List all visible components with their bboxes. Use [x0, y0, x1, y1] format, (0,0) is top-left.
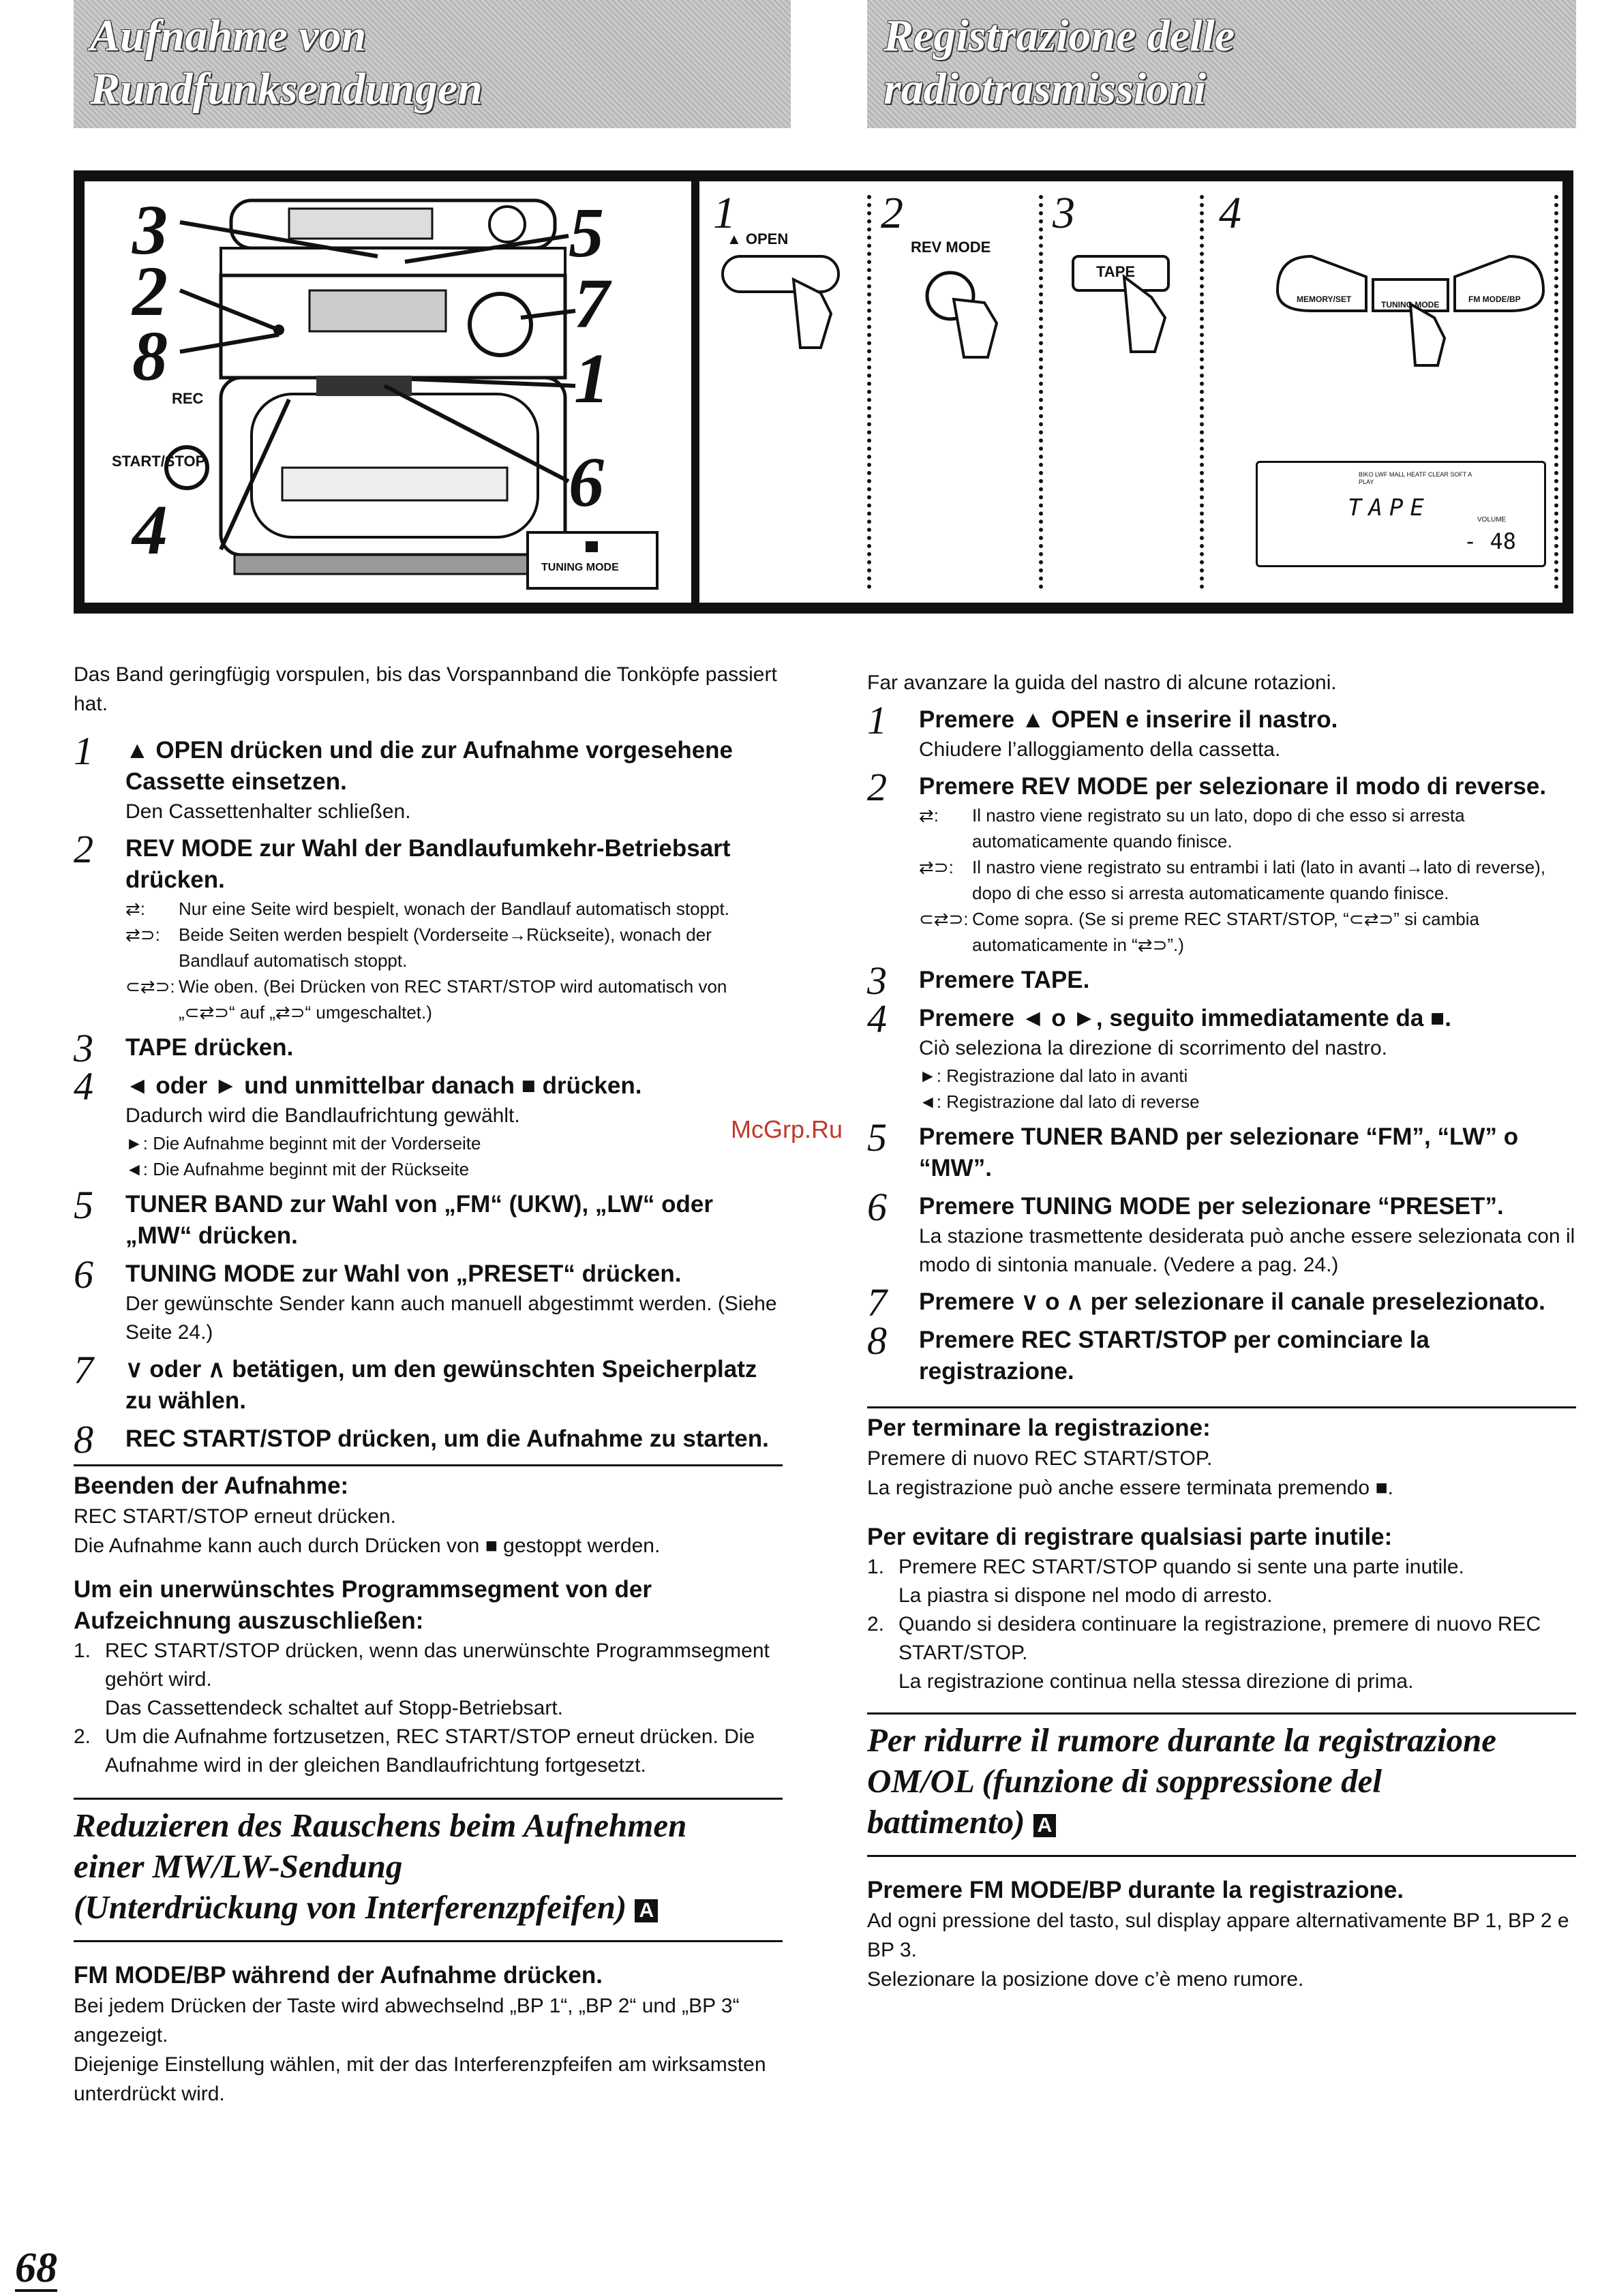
rev-mode-button-press-icon: [916, 262, 1018, 364]
de-step-sub: Den Cassettenhalter schließen.: [125, 800, 411, 823]
de-step-4: [74, 1064, 783, 1182]
page-title-de-line1: Aufnahme von: [90, 11, 367, 61]
divider-line: [74, 1798, 783, 1800]
it-step-number: 5: [867, 1115, 887, 1160]
it-exclude-item-2: 2. Quando si desidera continuare la registrazione, premere di nuovo REC START/STOP. La registrazione continua nella stessa direzione di prima.: [867, 1613, 1541, 1693]
it-intro: Far avanzare la guida del nastro di alcune rotazioni.: [867, 671, 1337, 694]
it-step-number: 3: [867, 958, 887, 1003]
de-step-6: [74, 1252, 783, 1347]
it-step-head: Premere ▲ OPEN e inserire il nastro.: [919, 706, 1338, 733]
callout-2: 2: [132, 252, 168, 331]
de-step-8: [74, 1417, 783, 1462]
page-number: 68: [15, 2245, 57, 2291]
it-step-head: Premere TUNING MODE per selezionare “PRESET”.: [919, 1193, 1504, 1220]
start-stop-label: START/STOP: [112, 453, 206, 470]
display-mode: TAPE: [1348, 494, 1431, 522]
it-step-8: [867, 1318, 1576, 1387]
step-separator: [1200, 195, 1204, 589]
page-title-de-line2: Rundfunksendungen: [90, 64, 483, 114]
it-rev-mode-2: ⇄⊃: Il nastro viene registrato su entrambi i lati (lato in avanti→lato di reverse), dopo di che esso si arresta automaticamente quando finisce.: [919, 854, 1576, 906]
de-step-head: REC START/STOP drücken, um die Aufnahme zu starten.: [125, 1425, 769, 1452]
callout-8: 8: [132, 317, 168, 395]
it-step-head: Premere ∨ o ∧ per selezionare il canale preselezionato.: [919, 1288, 1545, 1315]
tuning-mode-label: TUNING MODE: [541, 562, 619, 573]
it-step-head: Premere ◄ o ►, seguito immediatamente da ■.: [919, 1005, 1451, 1031]
fm-mode-bp-label: FM MODE/BP: [1468, 294, 1521, 304]
de-step-2: [74, 827, 783, 1025]
page-title-it-line1: Registrazione delle: [883, 11, 1235, 61]
it-direction-forward: ►: Registrazione dal lato in avanti: [919, 1066, 1188, 1086]
it-noise-line2: Selezionare la posizione dove c’è meno rumore.: [867, 1968, 1304, 1991]
figure-step-3: 3: [1053, 188, 1075, 238]
de-noise-line1: Bei jedem Drücken der Taste wird abwechselnd „BP 1“, „BP 2“ und „BP 3“ angezeigt.: [74, 1995, 740, 2046]
model-badge: A: [1033, 1814, 1057, 1837]
callout-4: 4: [132, 491, 168, 569]
callout-1: 1: [574, 339, 609, 418]
de-direction-forward: ►: Die Aufnahme beginnt mit der Vorderseite: [125, 1133, 481, 1153]
it-exclude-item-1: 1. Premere REC START/STOP quando si sente una parte inutile. La piastra si dispone nel modo di arresto.: [867, 1556, 1464, 1607]
de-step-head: TAPE drücken.: [125, 1034, 294, 1061]
it-step-head: Premere REC START/STOP per cominciare la registrazione.: [919, 1327, 1430, 1385]
rev-mode-symbol: ⊂⇄⊃:: [125, 976, 175, 997]
step-separator: [1039, 195, 1043, 589]
it-exclude-title: Per evitare di registrare qualsiasi parte inutile:: [867, 1524, 1393, 1550]
it-step-6: [867, 1185, 1576, 1280]
rev-mode-symbol: ⇄:: [125, 898, 146, 919]
figure-step-2: 2: [881, 188, 903, 238]
display-tags: BIKO LWF MALL HEATF CLEAR SOFT A PLAY: [1359, 471, 1472, 485]
it-stop-title: Per terminare la registrazione:: [867, 1415, 1211, 1441]
de-noise-line2: Diejenige Einstellung wählen, mit der das Interferenzpfeifen am wirksamsten unterdrückt wird.: [74, 2053, 766, 2105]
it-step-7: [867, 1280, 1576, 1325]
it-step-head: Premere TAPE.: [919, 967, 1090, 993]
rec-label: REC: [172, 390, 204, 407]
divider-line: [867, 1855, 1576, 1857]
de-step-head: ▲ OPEN drücken und die zur Aufnahme vorgesehene Cassette einsetzen.: [125, 737, 734, 795]
watermark-text: McGrp.Ru: [731, 1115, 843, 1143]
it-step-head: Premere TUNER BAND per selezionare “FM”, “LW” o “MW”.: [919, 1123, 1519, 1181]
column-german: [74, 660, 783, 2109]
de-step-head: ∨ oder ∧ betätigen, um den gewünschten Speicherplatz zu wählen.: [125, 1356, 757, 1414]
tape-button-label: TAPE: [1096, 263, 1136, 280]
de-rev-mode-2: ⇄⊃: Beide Seiten werden bespielt (Vorderseite→Rückseite), wonach der Bandlauf automatisch stoppt.: [125, 922, 783, 973]
de-intro: Das Band geringfügig vorspulen, bis das Vorspannband die Tonköpfe passiert hat.: [74, 663, 777, 715]
de-step-head: TUNING MODE zur Wahl von „PRESET“ drücken.: [125, 1260, 682, 1287]
open-button-label: ▲ OPEN: [727, 230, 789, 247]
step-separator: [867, 195, 871, 589]
divider-line: [74, 1464, 783, 1466]
it-step-sub: Ciò seleziona la direzione di scorrimento del nastro.: [919, 1037, 1388, 1059]
it-rev-mode-1: ⇄: Il nastro viene registrato su un lato, dopo di che esso si arresta automaticamente quando finisce.: [919, 802, 1576, 854]
divider-line: [867, 1406, 1576, 1408]
it-step-5: [867, 1115, 1576, 1184]
it-step-head: Premere REV MODE per selezionare il modo di reverse.: [919, 773, 1547, 800]
de-exclude-title: Um ein unerwünschtes Programmsegment von der Aufzeichnung auszuschließen:: [74, 1576, 652, 1634]
de-step-number: 3: [74, 1026, 93, 1070]
header-banner-de: [74, 0, 791, 128]
display-volume-label: VOLUME: [1477, 516, 1507, 524]
it-step-number: 1: [867, 698, 887, 742]
it-step-number: 7: [867, 1280, 887, 1325]
it-direction-reverse: ◄: Registrazione dal lato di reverse: [919, 1091, 1200, 1112]
instruction-figure: [74, 170, 1573, 614]
callout-3: 3: [132, 191, 168, 269]
de-step-7: [74, 1348, 783, 1417]
column-italian: [867, 668, 1576, 1994]
de-step-number: 1: [74, 729, 93, 773]
it-rev-mode-3: ⊂⇄⊃: Come sopra. (Se si preme REC START/STOP, “⊂⇄⊃” si cambia automaticamente in “⇄⊃”.): [919, 906, 1576, 958]
figure-divider: [691, 181, 699, 603]
de-step-number: 4: [74, 1064, 93, 1108]
de-step-head: ◄ oder ► und unmittelbar danach ■ drücken.: [125, 1072, 642, 1099]
de-rev-mode-3: ⊂⇄⊃: Wie oben. (Bei Drücken von REC START/STOP wird automatisch von „⊂⇄⊃“ auf „⇄⊃“ umgeschaltet.): [125, 973, 783, 1025]
de-step-1: [74, 729, 783, 826]
rev-mode-symbol: ⊂⇄⊃:: [919, 909, 969, 929]
rev-mode-button-label: REV MODE: [911, 239, 991, 256]
de-step-head: TUNER BAND zur Wahl von „FM“ (UKW), „LW“ oder „MW“ drücken.: [125, 1191, 713, 1249]
open-button-press-icon: [719, 252, 855, 354]
rev-mode-symbol: ⇄:: [919, 805, 939, 826]
figure-step-1: 1: [713, 188, 736, 238]
de-noise-head: FM MODE/BP während der Aufnahme drücken.: [74, 1962, 603, 1989]
de-rev-mode-1: ⇄: Nur eine Seite wird bespielt, wonach der Bandlauf automatisch stoppt.: [125, 896, 783, 922]
callout-6: 6: [569, 443, 604, 522]
it-step-number: 4: [867, 997, 887, 1041]
step-separator: [1554, 195, 1558, 589]
de-step-number: 6: [74, 1252, 93, 1297]
model-badge: A: [635, 1899, 658, 1922]
de-stop-title: Beenden der Aufnahme:: [74, 1472, 349, 1499]
figure-step-4: 4: [1219, 188, 1241, 238]
de-step-number: 7: [74, 1348, 93, 1392]
de-stop-line2: Die Aufnahme kann auch durch Drücken von ■ gestoppt werden.: [74, 1535, 661, 1557]
header-banner-it: [867, 0, 1576, 128]
it-stop-line2: La registrazione può anche essere terminata premendo ■.: [867, 1477, 1393, 1499]
it-step-4: [867, 997, 1576, 1115]
de-exclude-item-2: 2. Um die Aufnahme fortzusetzen, REC START/STOP erneut drücken. Die Aufnahme wird in der gleichen Bandlaufrichtung fortgesetzt.: [74, 1725, 755, 1777]
de-exclude-item-1: 1. REC START/STOP drücken, wenn das unerwünschte Programmsegment gehört wird. Das Cassettendeck schaltet auf Stopp-Betriebsart.: [74, 1640, 770, 1719]
de-step-5: [74, 1183, 783, 1252]
de-step-head: REV MODE zur Wahl der Bandlaufumkehr-Betriebsart drücken.: [125, 835, 731, 893]
it-step-1: [867, 698, 1576, 764]
it-step-number: 2: [867, 765, 887, 809]
tape-display-panel: [1256, 461, 1546, 567]
page-title-it-line2: radiotrasmissioni: [883, 64, 1207, 114]
de-noise-title: Reduzieren des Rauschens beim Aufnehmen einer MW/LW-Sendung (Unterdrückung von Interferenzpfeifen) A: [74, 1807, 687, 1926]
it-step-sub: La stazione trasmettente desiderata può anche essere selezionata con il modo di sintonia manuale. (Vedere a pag. 24.): [919, 1225, 1575, 1276]
de-step-3: [74, 1026, 783, 1070]
de-step-number: 8: [74, 1417, 93, 1462]
callout-7: 7: [574, 265, 609, 343]
it-step-sub: Chiudere l’alloggiamento della cassetta.: [919, 738, 1281, 761]
rev-mode-symbol: ⇄⊃:: [125, 924, 160, 945]
it-noise-head: Premere FM MODE/BP durante la registrazione.: [867, 1877, 1404, 1903]
de-direction-reverse: ◄: Die Aufnahme beginnt mit der Rückseite: [125, 1159, 470, 1179]
de-step-number: 2: [74, 827, 93, 871]
de-step-sub: Dadurch wird die Bandlaufrichtung gewählt.: [125, 1104, 520, 1127]
de-stop-line1: REC START/STOP erneut drücken.: [74, 1505, 396, 1528]
de-step-sub: Der gewünschte Sender kann auch manuell abgestimmt werden. (Siehe Seite 24.): [125, 1293, 777, 1344]
it-step-2: [867, 765, 1576, 958]
it-stop-line1: Premere di nuovo REC START/STOP.: [867, 1447, 1213, 1470]
memory-set-label: MEMORY/SET: [1297, 294, 1352, 304]
it-noise-line1: Ad ogni pressione del tasto, sul display appare alternativamente BP 1, BP 2 e BP 3.: [867, 1909, 1569, 1961]
rev-mode-symbol: ⇄⊃:: [919, 857, 954, 877]
display-volume: - 48: [1464, 528, 1517, 554]
divider-line: [867, 1712, 1576, 1715]
divider-line: [74, 1940, 783, 1942]
it-step-number: 8: [867, 1318, 887, 1363]
it-noise-title: Per ridurre il rumore durante la registrazione OM/OL (funzione di soppressione del battimento) A: [867, 1721, 1496, 1841]
tuning-mode-small-label: TUNING MODE: [1381, 300, 1440, 309]
it-step-number: 6: [867, 1185, 887, 1229]
callout-5: 5: [569, 194, 604, 272]
de-step-number: 5: [74, 1183, 93, 1227]
it-step-3: [867, 958, 1576, 1003]
